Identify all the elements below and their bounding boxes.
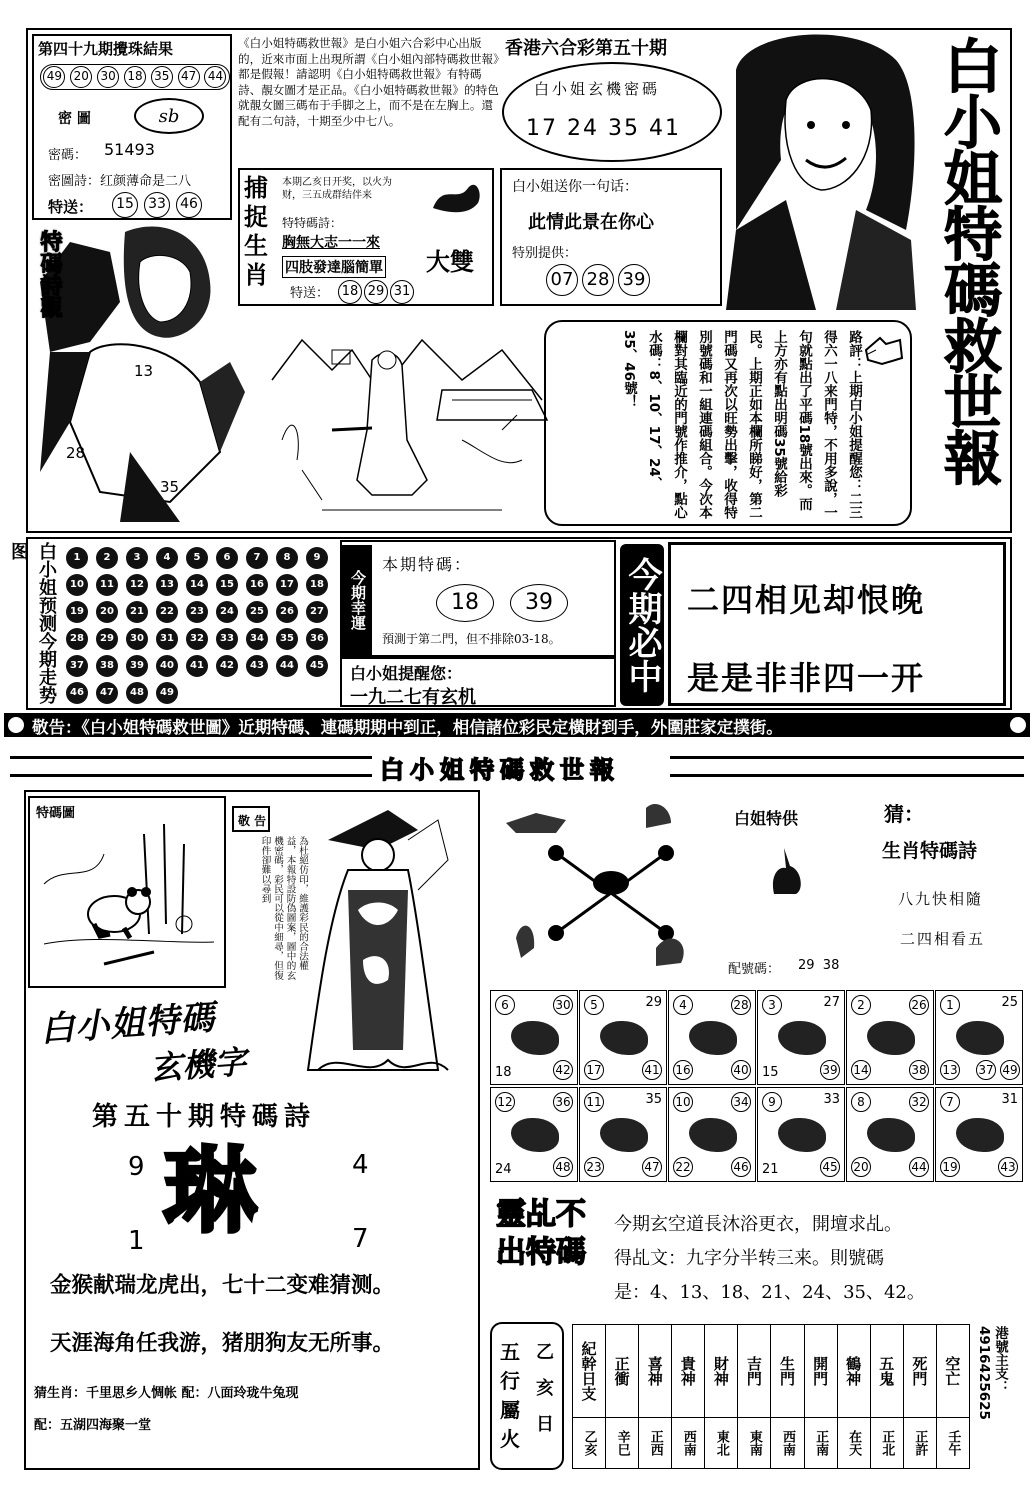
trend-ball: 27 [306,601,328,623]
trend-ball: 11 [96,574,118,596]
woman-photo-right [726,30,922,310]
zodiac-number: 28 [731,995,751,1015]
tema-tu-box [28,796,226,988]
zodiac-number: 7 [940,1092,960,1112]
dragon-icon [428,178,488,218]
result-ball: 20 [70,66,92,88]
notice-label-box [232,806,270,832]
almanac-head: 財神 [711,1356,730,1386]
corner-num-bl: 1 [128,1226,145,1256]
tema-tu-label: 特碼圖 [36,806,76,821]
official-illustration [308,800,458,1090]
banner-text: 白小姐特碼救世報 [380,756,620,784]
saying-title: 白小姐送你一句话： [512,179,638,195]
trend-ball: 17 [276,574,298,596]
trend-ball: 47 [96,682,118,704]
big-character: 琳 [164,1138,265,1245]
zodiac-number: 24 [495,1162,512,1177]
almanac-value: 在天 [846,1430,862,1456]
zodiac-number: 27 [823,995,840,1010]
trend-ball: 20 [96,601,118,623]
zodiac-number: 36 [553,1092,573,1112]
trend-ball: 3 [126,547,148,569]
corner-num-tr: 4 [352,1150,369,1180]
guess-label: 猜： [884,802,924,826]
trend-ball: 14 [186,574,208,596]
zodiac-number: 3 [762,995,782,1015]
zodiac-animal-icon [689,1118,737,1152]
zodiac-number: 8 [851,1092,871,1112]
special-number: 28 [582,264,614,296]
trend-ball: 45 [306,655,328,677]
zodiac-number: 41 [642,1060,662,1080]
zodiac-animal-icon [778,1118,826,1152]
mima-value: 51493 [104,140,155,159]
zodiac-number: 2 [851,995,871,1015]
almanac-value: 壬午 [945,1430,961,1456]
corner-num-tl: 9 [128,1152,145,1182]
special-numbers [546,264,650,296]
saying-text: 此情此景在你心 [528,212,654,233]
capture-poem-label: 特特碼詩： [282,216,343,230]
zodiac-cell [846,1087,934,1182]
zodiac-number: 20 [851,1157,871,1177]
almanac-head: 開門 [811,1356,830,1386]
zodiac-cell [757,990,845,1085]
tesong-numbers [112,192,202,218]
zodiac-number: 6 [495,995,515,1015]
hk-title: 香港六合彩第五十期 [505,38,667,59]
trend-ball: 49 [156,682,178,704]
last-results-title: 第四十九期攪珠結果 [38,40,174,58]
almanac-head: 貴神 [678,1356,697,1386]
capture-send-number: 29 [364,280,388,304]
zodiac-cell [846,990,934,1085]
capture-poem-1: 胸無大志一一來 [282,235,380,251]
almanac-value: 東南 [746,1430,762,1456]
result-ball: 35 [151,66,173,88]
tesong-label: 特送： [48,198,94,216]
almanac-head: 喜神 [645,1356,664,1386]
almanac-value: 正北 [879,1430,895,1456]
almanac-value: 乙亥 [581,1430,597,1456]
trend-ball: 43 [246,655,268,677]
trend-ball: 30 [126,628,148,650]
capture-send-label: 特送： [290,286,330,301]
trend-ball: 34 [246,628,268,650]
zodiac-animal-icon [867,1118,915,1152]
last-results-box [32,34,232,220]
trend-label: 白小姐预测今期走势图 [8,542,57,704]
period-poem-title: 第五十期特碼詩 [92,1102,317,1132]
tema-numbers [436,584,568,622]
zodiac-cell [935,1087,1023,1182]
tesong-number: 46 [176,192,202,218]
special-number: 39 [618,264,650,296]
zodiac-animal-icon [600,1118,648,1152]
notice-label: 敬 告 [238,814,267,828]
mitu-image: sb [134,98,204,134]
spirit-text-3: 是：4、13、18、21、24、35、42。 [614,1282,925,1303]
zodiac-number: 30 [553,995,573,1015]
zodiac-number: 22 [673,1157,693,1177]
zodiac-number: 10 [673,1092,693,1112]
must-label: 今期必中 [620,544,664,706]
capture-send [338,280,414,304]
trend-ball: 5 [186,547,208,569]
zodiac-number: 29 [645,995,662,1010]
zodiac-animal-icon [600,1021,648,1055]
trend-ball: 26 [276,601,298,623]
trend-ball: 9 [306,547,328,569]
review-text: 路評：上期白小姐提醒您：二三得六一八来門特，不用多說，一句就點出了平碼18號出來。而上方亦有點出明碼35號給彩民。上期正如本欄所睇好，第二門碼又再次以旺勢出擊，收得特別號碼和一組連碼組合。今次本欄對其臨近的門號作推介，點心水碼：8、10、17、24、35、46號！ [621,330,862,519]
xuanji-oval [502,62,722,162]
zodiac-number: 4 [673,995,693,1015]
trend-ball: 1 [66,547,88,569]
almanac-value: 正許 [912,1430,928,1456]
script-title-1: 白小姐特碼 [39,997,217,1051]
must-line-1: 二四相见却恨晚 [687,581,926,619]
tema-box [340,540,616,657]
zodiac-animal-icon [511,1021,559,1055]
almanac-value: 東北 [713,1430,729,1456]
trend-ball: 35 [276,628,298,650]
trend-ball: 7 [246,547,268,569]
zodiac-poem-1: 八九快相隨 [898,890,984,908]
result-ball: 44 [204,66,226,88]
zodiac-number: 15 [762,1065,779,1080]
zodiac-number: 14 [851,1060,871,1080]
trend-ball: 10 [66,574,88,596]
zodiac-animal-icon [867,1021,915,1055]
zodiac-cell [935,990,1023,1085]
zodiac-number: 42 [553,1060,573,1080]
spirit-text-2: 得乩文：九字分半转三来。則號碼 [614,1248,884,1269]
tema-number: 18 [436,584,494,622]
almanac-head: 生門 [778,1356,796,1386]
zodiac-number: 13 [940,1060,960,1080]
zodiac-animal-icon [778,1021,826,1055]
trend-ball: 42 [216,655,238,677]
trend-ball: 24 [216,601,238,623]
trend-ball: 19 [66,601,88,623]
almanac-head: 鶴神 [844,1356,863,1386]
almanac-head: 正衝 [612,1356,631,1386]
zodiac-number: 1 [940,995,960,1015]
tema-number: 39 [510,584,568,622]
side-num-2: 28 [66,444,86,462]
zodiac-number: 23 [584,1157,604,1177]
bolt-icon [6,715,26,735]
trend-ball: 12 [126,574,148,596]
zodiac-animal-icon [956,1118,1004,1152]
zodiac-number: 38 [909,1060,929,1080]
trend-ball: 16 [246,574,268,596]
zodiac-cell [668,1087,756,1182]
trend-ball: 37 [66,655,88,677]
last-results-row [40,64,230,90]
zodiac-poem-label: 生肖特碼詩 [882,840,978,862]
special-number: 07 [546,264,578,296]
notice-paragraph: 《白小姐特碼救世報》是白小姐六合彩中心出版的，近來市面上出現所謂《白小姐內部特碼救世報》都是假報！請認明《白小姐特碼救世報》有特碼詩、靚女圖才是正品。《白小姐特碼救世報》的特色就靚女圖三碼布于手脚之上，而不是在左胸上。還配有二句詩，十期至少中七八。 [238,36,499,128]
trend-ball: 36 [306,628,328,650]
zodiac-animal-icon [689,1021,737,1055]
trend-ball: 8 [276,547,298,569]
trend-ball: 31 [156,628,178,650]
capture-small: 本期乙亥日开奖，以火为财，三五成群结伴来 [282,177,392,201]
zodiac-number: 32 [909,1092,929,1112]
zodiac-cell [757,1087,845,1182]
remind-title: 白小姐提醒您： [350,664,463,683]
zodiac-number: 16 [673,1060,693,1080]
zodiac-number: 5 [584,995,604,1015]
almanac-head: 五鬼 [877,1356,896,1386]
zodiac-number: 49 [1000,1060,1020,1080]
trend-ball: 22 [156,601,178,623]
review-box [544,320,912,526]
tema-label: 本期特碼： [382,555,473,574]
zodiac-number: 33 [823,1092,840,1107]
almanac-value: 正西 [647,1430,663,1456]
zodiac-number: 35 [645,1092,662,1107]
remind-box [340,657,616,707]
capture-title: 捕 捉 生 肖 [244,174,268,289]
pointing-hand-icon [862,330,906,368]
script-title-2: 玄機字 [148,1042,248,1088]
trend-ball: 6 [216,547,238,569]
almanac-value: 正南 [813,1430,829,1456]
spirit-text-1: 今期玄空道長沐浴更衣，開壇求乩。 [614,1214,902,1235]
guess-line: 猜生肖：千里思乡人惆帐 配：八面玲珑牛兔现 [34,1386,299,1401]
pair-line: 配：五湖四海聚一堂 [34,1418,152,1433]
hk-phone: 港號主支：4916425625 [976,1326,1008,1420]
zodiac-cell [490,990,578,1085]
zodiac-number: 47 [642,1157,662,1177]
zodiac-cell [579,990,667,1085]
lucky-label: 今期幸運 [342,545,372,655]
zodiac-cell [668,990,756,1085]
zodiac-cell [490,1087,578,1182]
almanac-head: 吉門 [744,1356,763,1386]
capture-poem-2: 四肢發達腦簡單 [282,256,386,278]
trend-ball: 4 [156,547,178,569]
trend-balls [66,547,336,705]
wuxing-box [490,1322,564,1470]
landscape-illustration [262,320,558,516]
xuanji-label: 白小姐玄機密碼 [534,80,661,98]
trend-ball: 44 [276,655,298,677]
must-box [668,542,1006,706]
zodiac-number: 19 [940,1157,960,1177]
side-num-3: 35 [160,478,180,496]
poem-line-2: 天涯海角任我游，猪朋狗友无所事。 [50,1331,395,1356]
zodiac-number: 39 [820,1060,840,1080]
side-num-1: 13 [134,362,154,380]
zodiac-number: 45 [820,1157,840,1177]
result-ball: 30 [97,66,119,88]
special-label: 特别提供： [512,246,578,261]
tesong-number: 15 [112,192,138,218]
zodiac-number: 43 [998,1157,1018,1177]
saying-box [500,168,722,306]
capture-box [238,168,494,306]
mitu-poem: 密圖詩：红颜薄命是二八 [48,174,192,189]
trend-ball: 28 [66,628,88,650]
result-ball: 47 [178,66,200,88]
trend-ball: 40 [156,655,178,677]
woman-illustration-left [30,222,262,530]
zodiac-number: 34 [731,1092,751,1112]
zodiac-animal-icon [956,1021,1004,1055]
pair-nums: 29 38 [798,958,840,973]
zodiac-number: 11 [584,1092,604,1112]
yihai-text: 乙亥日 [533,1342,554,1450]
zodiac-number: 18 [495,1065,512,1080]
trend-ball: 21 [126,601,148,623]
zodiac-number: 17 [584,1060,604,1080]
xuanji-numbers: 17 24 35 41 [526,116,681,141]
zodiac-number: 48 [553,1157,573,1177]
poem-line-1: 金猴献瑞龙虎出，七十二变难猜测。 [50,1273,395,1298]
zodiac-poem-2: 二四相看五 [900,930,986,948]
brand-title: 白小姐特碼救世報 [934,36,1002,484]
mima-label: 密碼： [48,148,88,163]
trend-ball: 13 [156,574,178,596]
trend-ball: 2 [96,547,118,569]
zodiac-number: 21 [762,1162,779,1177]
almanac-head: 紀幹日支 [579,1341,598,1401]
must-line-2: 是是非非四一开 [687,659,926,697]
panda-illustration [34,824,224,984]
trend-ball: 29 [96,628,118,650]
trend-ball: 25 [246,601,268,623]
zodiac-number: 44 [909,1157,929,1177]
trend-ball: 15 [216,574,238,596]
trend-ball: 41 [186,655,208,677]
notice-text: 為杜絕仿印，維護彩民的合法權益，本報特設防偽圖案，圖中的玄機密碼，彩民可以從中細尋，但復印件卻難以尋到 [259,836,308,980]
result-ball: 18 [124,66,146,88]
trend-ball: 38 [96,655,118,677]
pair-label: 配號碼： [728,962,781,977]
zodiac-number: 12 [495,1092,515,1112]
almanac-head: 死門 [910,1356,929,1386]
almanac-value: 辛巳 [614,1430,630,1456]
trend-ball: 32 [186,628,208,650]
capture-send-number: 31 [390,280,414,304]
trend-ball: 33 [216,628,238,650]
banner [10,748,1024,784]
tema-note: 預測于第二門，但不排除03-18。 [382,632,561,646]
zodiac-number: 46 [731,1157,751,1177]
almanac-table [572,1324,970,1469]
zodiac-number: 31 [1001,1092,1018,1107]
trend-ball: 18 [306,574,328,596]
zodiac-grid [490,990,1024,1182]
trend-ball: 46 [66,682,88,704]
spirit-label: 靈乩不出特碼 [496,1197,586,1270]
zodiac-number: 9 [762,1092,782,1112]
tesong-number: 33 [144,192,170,218]
trend-ball: 48 [126,682,148,704]
rabbit-icon [766,846,806,896]
almanac-head: 空亡 [943,1356,962,1386]
zodiac-cell [579,1087,667,1182]
almanac-value: 西南 [680,1430,696,1456]
warning-text: 敬告：《白小姐特碼救世圖》近期特碼、連碼期期中到正，相信諸位彩民定橫財到手，外圍莊家定撲街。 [32,718,783,737]
zodiac-cross-diagram [496,798,726,978]
trend-ball: 23 [186,601,208,623]
trend-ball: 39 [126,655,148,677]
bolt-icon [1008,715,1028,735]
zodiac-number: 25 [1001,995,1018,1010]
remind-text: 一九二七有玄机 [350,687,476,708]
zodiac-animal-icon [511,1118,559,1152]
capture-big: 大雙 [426,248,474,276]
corner-num-br: 7 [352,1224,369,1254]
wuxing-text: 五 行 屬 火 [500,1340,520,1451]
almanac-value: 西南 [780,1430,795,1456]
zodiac-number: 26 [909,995,929,1015]
warning-bar [4,713,1030,737]
side-text: 特碼詩觀 [37,230,62,318]
result-ball: 49 [43,66,65,88]
zodiac-number: 37 [976,1060,996,1080]
baijie-label: 白姐特供 [734,809,799,828]
capture-send-number: 18 [338,280,362,304]
zodiac-number: 40 [731,1060,751,1080]
mitu-label: 密 圖 [58,111,91,127]
